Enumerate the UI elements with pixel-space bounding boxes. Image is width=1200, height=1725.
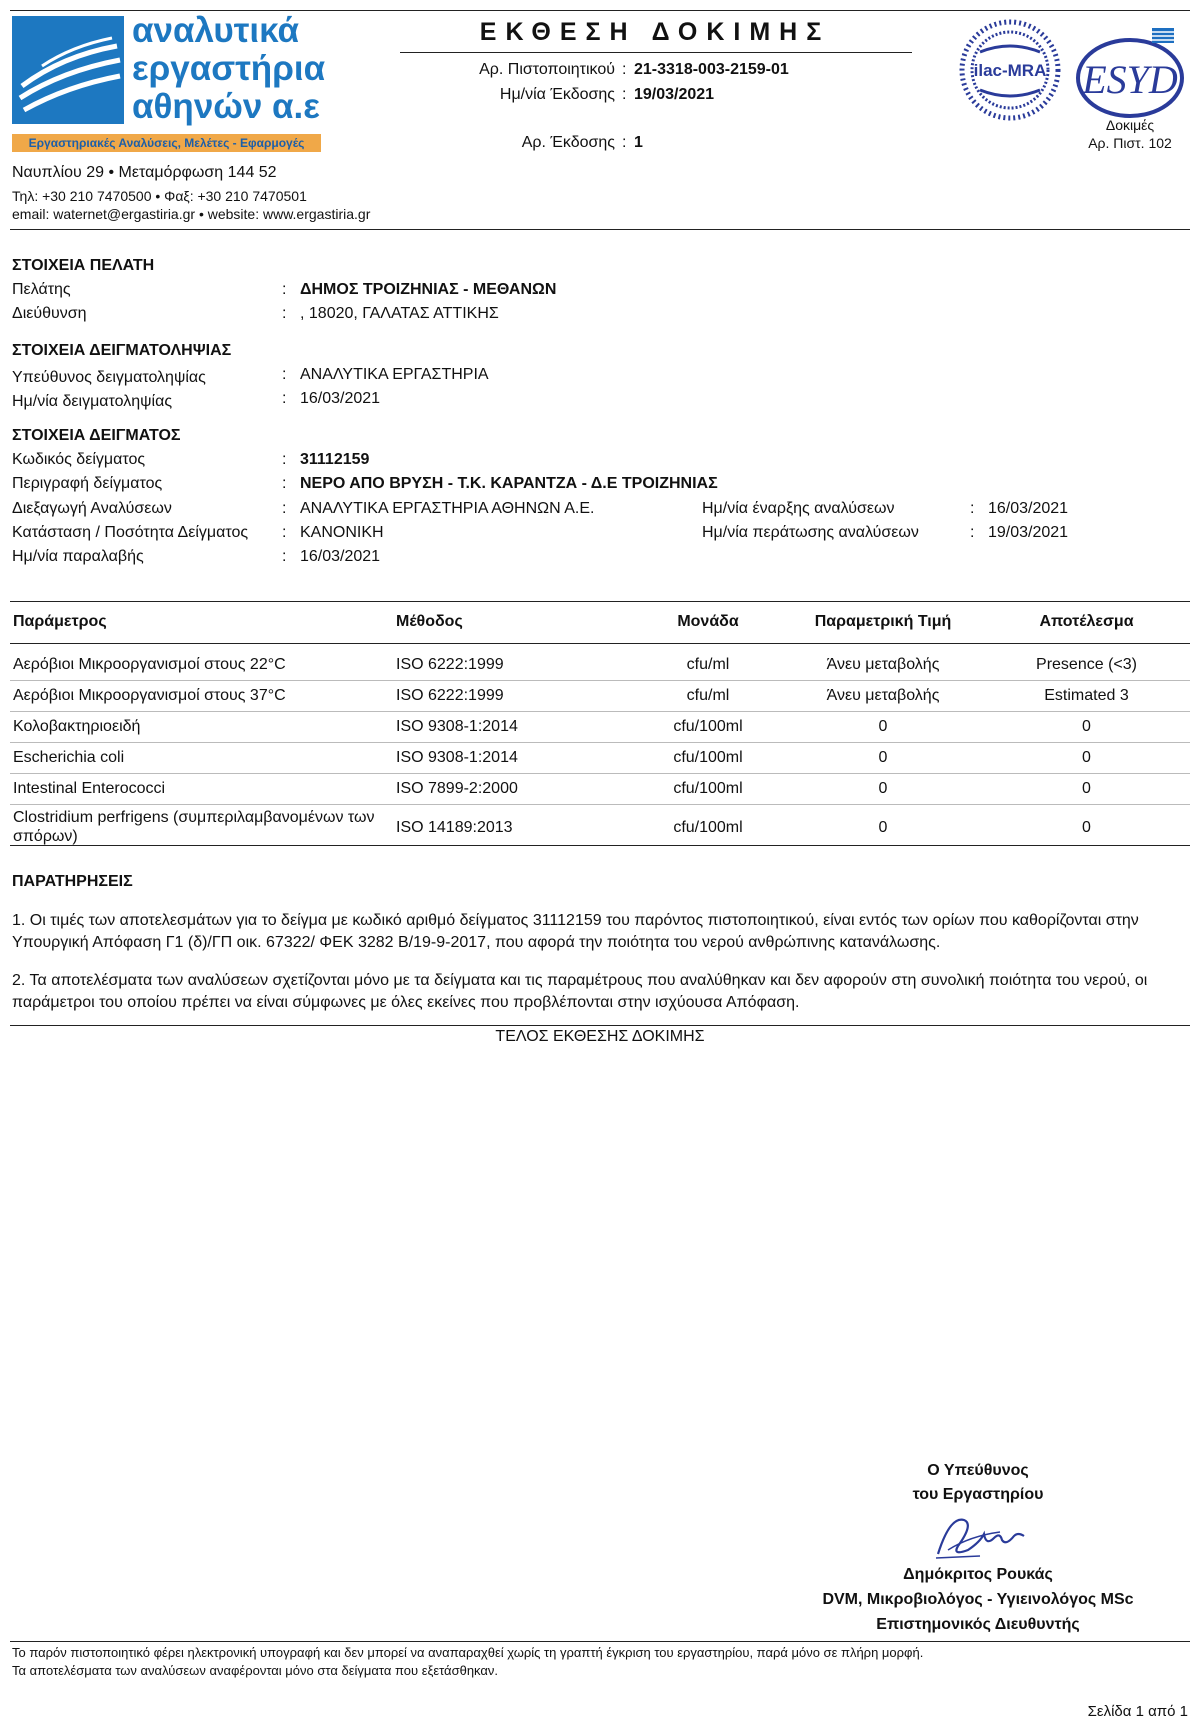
sample-end-label: Ημ/νία περάτωσης αναλύσεων: [702, 524, 919, 541]
client-address-value: , 18020, ΓΑΛΑΤΑΣ ΑΤΤΙΚΗΣ: [300, 305, 499, 322]
results-header-row: [10, 601, 1190, 644]
client-heading: ΣΤΟΙΧΕΙΑ ΠΕΛΑΤΗ: [12, 257, 155, 274]
report-title: ΕΚΘΕΣΗ ΔΟΚΙΜΗΣ: [479, 18, 831, 46]
cert-value: 21-3318-003-2159-01: [634, 61, 789, 78]
client-name-colon: :: [282, 281, 287, 298]
signatory-name: Δημόκριτος Ρουκάς: [903, 1566, 1053, 1583]
sampling-responsible-label: Υπεύθυνος δειγματοληψίας: [12, 369, 206, 386]
logo-line-1: αναλυτικά: [132, 11, 300, 50]
remarks-heading: ΠΑΡΑΤΗΡΗΣΕΙΣ: [12, 873, 133, 890]
issue-date-value: 19/03/2021: [634, 86, 715, 103]
cell-method: ISO 7899-2:2000: [393, 774, 633, 805]
cell-method: ISO 9308-1:2014: [393, 712, 633, 743]
sample-receipt-label: Ημ/νία παραλαβής: [12, 548, 144, 565]
edition-label: Αρ. Έκδοσης: [521, 134, 615, 151]
table-row: [10, 774, 1190, 805]
signatory-title: DVM, Μικροβιολόγος - Υγιεινολόγος MSc: [822, 1591, 1134, 1608]
esyd-seal: [1074, 22, 1186, 118]
signature-title-1: Ο Υπεύθυνος: [927, 1462, 1029, 1479]
cell-unit: cfu/100ml: [633, 712, 783, 743]
header-result: Αποτέλεσμα: [1039, 613, 1134, 630]
sample-desc-value: ΝΕΡΟ ΑΠΟ ΒΡΥΣΗ - Τ.Κ. ΚΑΡΑΝΤΖΑ - Δ.Ε ΤΡΟΙΖΗΝΙΑΣ: [300, 475, 718, 492]
lab-web: email: waternet@ergastiria.gr • website: www.ergastiria.gr: [12, 206, 371, 222]
cell-parametric-value: 0: [783, 743, 983, 774]
cell-parameter: Escherichia coli: [10, 743, 393, 774]
cell-method: ISO 6222:1999: [393, 681, 633, 712]
issue-date-label: Ημ/νία Έκδοσης: [499, 86, 615, 103]
signatory-role: Επιστημονικός Διευθυντής: [876, 1616, 1080, 1633]
lab-address: Ναυπλίου 29 • Μεταμόρφωση 144 52: [12, 164, 277, 181]
signature-icon: [930, 1506, 1030, 1564]
cell-unit: cfu/ml: [633, 650, 783, 681]
logo-line-3: αθηνών α.ε: [132, 87, 320, 126]
cell-method: ISO 6222:1999: [393, 650, 633, 681]
sampling-date-colon: :: [282, 390, 287, 407]
cell-parametric-value: 0: [878, 818, 888, 836]
page-number: Σελίδα 1 από 1: [1087, 1703, 1188, 1720]
sample-analysis-label: Διεξαγωγή Αναλύσεων: [12, 500, 172, 517]
accreditation-text: [1070, 116, 1190, 152]
header-parametric-value: Παραμετρική Τιμή: [814, 613, 952, 630]
cell-result: 0: [1082, 818, 1091, 836]
sample-start-colon: :: [970, 500, 975, 517]
cell-parametric-value: Άνευ μεταβολής: [783, 650, 983, 681]
client-address-colon: :: [282, 305, 287, 322]
sample-code-value: 31112159: [300, 451, 370, 468]
cell-parameter: Clostridium perfrigens (συμπεριλαμβανομένων των σπόρων): [13, 809, 375, 845]
client-name-label: Πελάτης: [12, 281, 71, 298]
table-row: [10, 805, 1190, 850]
sampling-responsible-value: ΑΝΑΛΥΤΙΚΑ ΕΡΓΑΣΤΗΡΙΑ: [300, 366, 489, 383]
sample-code-label: Κωδικός δείγματος: [12, 451, 146, 468]
sample-analysis-colon: :: [282, 500, 287, 517]
cell-result: Presence (<3): [983, 650, 1190, 681]
issue-date-colon: :: [622, 86, 627, 103]
sample-analysis-value: ΑΝΑΛΥΤΙΚΑ ΕΡΓΑΣΤΗΡΙΑ ΑΘΗΝΩΝ Α.Ε.: [300, 500, 595, 517]
report-end: ΤΕΛΟΣ ΕΚΘΕΣΗΣ ΔΟΚΙΜΗΣ: [495, 1028, 705, 1045]
cell-unit: cfu/ml: [633, 681, 783, 712]
cell-parameter: Intestinal Enterococci: [10, 774, 393, 805]
remarks-paragraph-1: 1. Οι τιμές των αποτελεσμάτων για το δείγμα με κωδικό αριθμό δείγματος 31112159 του παρόντος πιστοποιητικού, είναι εντός των ορίων που καθορίζονται στην Υπουργική Απόφαση Γ1 (δ)/ΓΠ οικ. 67322/ ΦΕΚ 3282 Β/19-9-2017, που αφορά την ποιότητα του νερού ανθρώπινης κατανάλωσης.: [12, 912, 1139, 951]
header-method: Μέθοδος: [396, 613, 463, 630]
ilac-text: ilac-MRA: [973, 61, 1047, 80]
remarks-paragraph-2: 2. Τα αποτελέσματα των αναλύσεων σχετίζονται μόνο με τα δείγματα και τις παραμέτρους που αναλύθηκαν και δεν αφορούν στη συνολική ποιότητα του νερού, οι παράμετροι του οποίου πρέπει να είναι σύμφωνες με όλες εκείνες που προβλέπονται στην ισχύουσα Απόφαση.: [12, 972, 1148, 1011]
table-row: [10, 681, 1190, 712]
sample-desc-colon: :: [282, 475, 287, 492]
esyd-text: ESYD: [1082, 57, 1178, 102]
accreditation-line-2: Αρ. Πιστ. 102: [1088, 135, 1172, 151]
cell-method: ISO 9308-1:2014: [393, 743, 633, 774]
sampling-date-value: 16/03/2021: [300, 390, 381, 407]
lab-logo: [12, 16, 124, 124]
cell-unit: cfu/100ml: [633, 743, 783, 774]
sample-condition-label: Κατάσταση / Ποσότητα Δείγματος: [12, 524, 249, 541]
table-row: [10, 712, 1190, 743]
cert-label: Αρ. Πιστοποιητικού: [479, 61, 615, 78]
sampling-heading: ΣΤΟΙΧΕΙΑ ΔΕΙΓΜΑΤΟΛΗΨΙΑΣ: [12, 342, 232, 359]
sample-desc-label: Περιγραφή δείγματος: [12, 475, 163, 492]
cell-parameter: Αερόβιοι Μικροοργανισμοί στους 37°C: [10, 681, 393, 712]
cell-unit: cfu/100ml: [633, 774, 783, 805]
sample-start-label: Ημ/νία έναρξης αναλύσεων: [702, 500, 895, 517]
sample-code-colon: :: [282, 451, 287, 468]
cell-parametric-value: 0: [783, 712, 983, 743]
sample-receipt-value: 16/03/2021: [300, 548, 381, 565]
sample-condition-value: ΚΑΝΟΝΙΚΗ: [300, 524, 384, 541]
cell-result: 0: [983, 774, 1190, 805]
sample-condition-colon: :: [282, 524, 287, 541]
edition-value: 1: [634, 134, 643, 151]
sample-heading: ΣΤΟΙΧΕΙΑ ΔΕΙΓΜΑΤΟΣ: [12, 427, 181, 444]
ilac-mra-seal: [958, 18, 1062, 122]
waves-icon: [12, 16, 124, 124]
edition-colon: :: [622, 134, 627, 151]
table-row: [10, 743, 1190, 774]
header-unit: Μονάδα: [677, 613, 739, 630]
cell-result: Estimated 3: [983, 681, 1190, 712]
logo-line-2: εργαστήρια: [132, 49, 326, 88]
client-name-value: ΔΗΜΟΣ ΤΡΟΙΖΗΝΙΑΣ - ΜΕΘΑΝΩΝ: [300, 281, 557, 298]
results-table: [10, 601, 1190, 849]
cell-result: 0: [983, 743, 1190, 774]
lab-phone: Τηλ: +30 210 7470500 • Φαξ: +30 210 7470501: [12, 188, 307, 204]
cell-parameter: Κολοβακτηριοειδή: [10, 712, 393, 743]
client-address-label: Διεύθυνση: [12, 305, 87, 322]
cell-parametric-value: 0: [783, 774, 983, 805]
cert-colon: :: [622, 61, 627, 78]
cell-unit: cfu/100ml: [673, 818, 743, 836]
table-row: [10, 650, 1190, 681]
sampling-date-label: Ημ/νία δειγματοληψίας: [12, 393, 173, 410]
sample-receipt-colon: :: [282, 548, 287, 565]
footer-line-2: Τα αποτελέσματα των αναλύσεων αναφέρονται μόνο στα δείγματα που εξετάσθηκαν.: [12, 1663, 499, 1678]
signature-title-2: του Εργαστηρίου: [912, 1486, 1044, 1503]
lab-logo-text: [132, 12, 325, 126]
sample-end-value: 19/03/2021: [988, 524, 1069, 541]
lab-tagline: Εργαστηριακές Αναλύσεις, Μελέτες - Εφαρμογές: [12, 134, 321, 152]
cell-parameter: Αερόβιοι Μικροοργανισμοί στους 22°C: [10, 650, 393, 681]
cell-result: 0: [983, 712, 1190, 743]
title-underline: [400, 52, 912, 53]
header-parameter: Παράμετρος: [13, 613, 107, 630]
sample-start-value: 16/03/2021: [988, 500, 1069, 517]
sampling-responsible-colon: :: [282, 366, 287, 383]
cell-method: ISO 14189:2013: [396, 818, 513, 836]
accreditation-line-1: Δοκιμές: [1105, 117, 1155, 133]
footer-line-1: Το παρόν πιστοποιητικό φέρει ηλεκτρονική υπογραφή και δεν μπορεί να αναπαραχθεί χωρίς τη γραπτή έγκριση του εργαστηρίου, παρά μόνο σε πλήρη μορφή.: [12, 1645, 924, 1660]
cell-parametric-value: Άνευ μεταβολής: [783, 681, 983, 712]
sample-end-colon: :: [970, 524, 975, 541]
